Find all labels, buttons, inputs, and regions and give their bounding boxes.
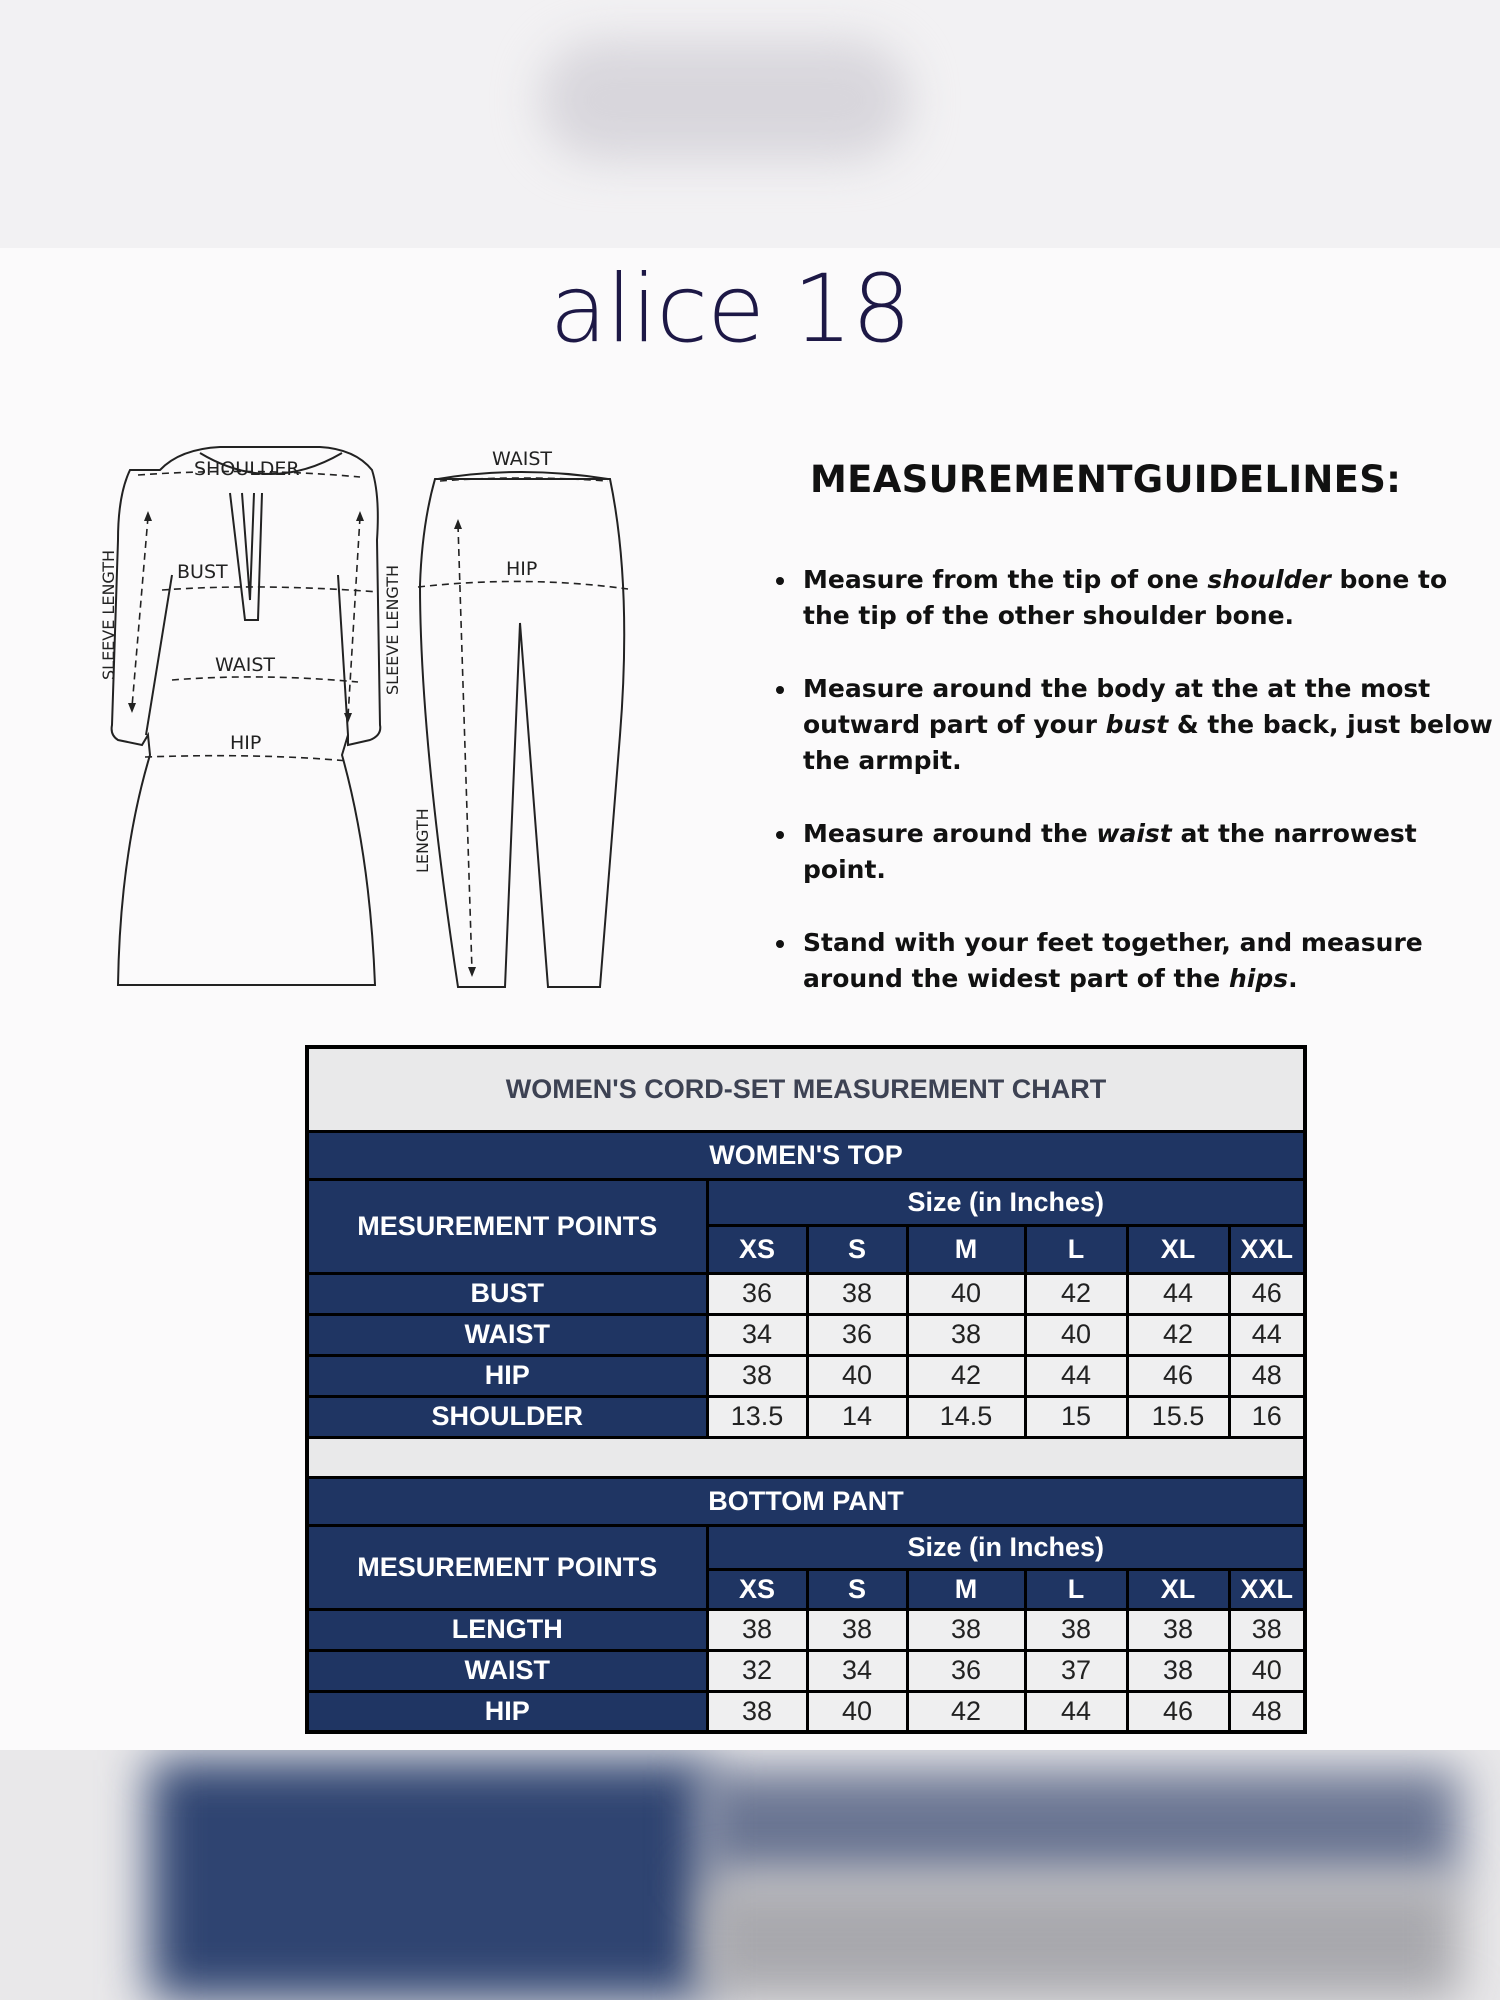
- size-col: XS: [707, 1569, 807, 1609]
- cell: 38: [807, 1609, 907, 1650]
- guideline-item: Measure from the tip of one shoulder bone to the tip of the other shoulder bone.: [776, 562, 1496, 634]
- label-length-pant: LENGTH: [413, 808, 432, 873]
- cell: 48: [1229, 1355, 1305, 1396]
- cell: 42: [907, 1355, 1025, 1396]
- cell: 40: [1229, 1650, 1305, 1691]
- cell: 46: [1127, 1355, 1229, 1396]
- cell: 38: [807, 1273, 907, 1314]
- cell: 38: [707, 1609, 807, 1650]
- points-header: MESUREMENT POINTS: [307, 1525, 707, 1609]
- cell: 13.5: [707, 1396, 807, 1437]
- cell: 44: [1025, 1691, 1127, 1732]
- cell: 44: [1025, 1355, 1127, 1396]
- size-col: XL: [1127, 1569, 1229, 1609]
- cell: 15: [1025, 1396, 1127, 1437]
- label-hip-pant: HIP: [506, 558, 538, 580]
- cell: 36: [807, 1314, 907, 1355]
- cell: 38: [1127, 1650, 1229, 1691]
- label-hip-top: HIP: [230, 732, 262, 754]
- cell: 40: [907, 1273, 1025, 1314]
- cell: 40: [807, 1691, 907, 1732]
- size-col: XS: [707, 1225, 807, 1273]
- cell: 15.5: [1127, 1396, 1229, 1437]
- brand-logo: alice 18: [549, 255, 911, 364]
- size-col: M: [907, 1569, 1025, 1609]
- cell: 34: [807, 1650, 907, 1691]
- size-col: S: [807, 1569, 907, 1609]
- size-col: XXL: [1229, 1225, 1305, 1273]
- points-header: MESUREMENT POINTS: [307, 1179, 707, 1273]
- table-row: [307, 1355, 1305, 1396]
- size-col: M: [907, 1225, 1025, 1273]
- row-label: HIP: [307, 1691, 707, 1732]
- cell: 44: [1229, 1314, 1305, 1355]
- section-spacer: [307, 1437, 1305, 1477]
- cell: 14: [807, 1396, 907, 1437]
- cell: 14.5: [907, 1396, 1025, 1437]
- cell: 38: [1127, 1609, 1229, 1650]
- label-sleeve-left: SLEEVE LENGTH: [99, 549, 118, 680]
- cell: 32: [707, 1650, 807, 1691]
- size-header: Size (in Inches): [707, 1525, 1305, 1569]
- cell: 42: [1127, 1314, 1229, 1355]
- guideline-item: Measure around the body at the at the most outward part of your bust & the back, just below the armpit.: [776, 671, 1496, 779]
- row-label: SHOULDER: [307, 1396, 707, 1437]
- blurred-footer-band: [0, 1750, 1500, 2000]
- section-title-top: WOMEN'S TOP: [307, 1131, 1305, 1179]
- table-row: [307, 1273, 1305, 1314]
- guidelines-title: MEASUREMENTGUIDELINES:: [810, 458, 1402, 501]
- label-waist-pant: WAIST: [492, 448, 553, 470]
- section-title-bottom: BOTTOM PANT: [307, 1477, 1305, 1525]
- table-row: [307, 1691, 1305, 1732]
- cell: 38: [907, 1314, 1025, 1355]
- cell: 36: [707, 1273, 807, 1314]
- measurement-chart-table: [305, 1045, 1307, 1734]
- cell: 38: [907, 1609, 1025, 1650]
- cell: 44: [1127, 1273, 1229, 1314]
- size-col: S: [807, 1225, 907, 1273]
- guidelines-list: [776, 562, 1496, 1034]
- row-label: WAIST: [307, 1314, 707, 1355]
- size-col: L: [1025, 1225, 1127, 1273]
- cell: 46: [1229, 1273, 1305, 1314]
- row-label: LENGTH: [307, 1609, 707, 1650]
- cell: 42: [907, 1691, 1025, 1732]
- label-shoulder: SHOULDER: [194, 458, 300, 480]
- cell: 46: [1127, 1691, 1229, 1732]
- table-row: [307, 1314, 1305, 1355]
- cell: 37: [1025, 1650, 1127, 1691]
- row-label: HIP: [307, 1355, 707, 1396]
- label-bust: BUST: [177, 561, 228, 583]
- row-label: WAIST: [307, 1650, 707, 1691]
- cell: 40: [807, 1355, 907, 1396]
- cell: 16: [1229, 1396, 1305, 1437]
- label-sleeve-right: SLEEVE LENGTH: [383, 564, 402, 695]
- cell: 42: [1025, 1273, 1127, 1314]
- chart-title: WOMEN'S CORD-SET MEASUREMENT CHART: [307, 1047, 1305, 1131]
- cell: 38: [1229, 1609, 1305, 1650]
- table-row: [307, 1650, 1305, 1691]
- size-col: XXL: [1229, 1569, 1305, 1609]
- garment-measurement-diagram: [80, 435, 640, 995]
- cell: 40: [1025, 1314, 1127, 1355]
- cell: 38: [707, 1355, 807, 1396]
- label-waist-top: WAIST: [215, 654, 276, 676]
- pant-outline: [420, 479, 624, 987]
- row-label: BUST: [307, 1273, 707, 1314]
- size-col: XL: [1127, 1225, 1229, 1273]
- size-header: Size (in Inches): [707, 1179, 1305, 1225]
- cell: 36: [907, 1650, 1025, 1691]
- table-row: [307, 1609, 1305, 1650]
- table-row: [307, 1396, 1305, 1437]
- guideline-item: Stand with your feet together, and measure around the widest part of the hips.: [776, 925, 1496, 997]
- cell: 38: [1025, 1609, 1127, 1650]
- size-col: L: [1025, 1569, 1127, 1609]
- cell: 38: [707, 1691, 807, 1732]
- blurred-header-band: [0, 0, 1500, 248]
- kurta-outline: [112, 447, 381, 985]
- guideline-item: Measure around the waist at the narrowest point.: [776, 816, 1496, 888]
- cell: 48: [1229, 1691, 1305, 1732]
- cell: 34: [707, 1314, 807, 1355]
